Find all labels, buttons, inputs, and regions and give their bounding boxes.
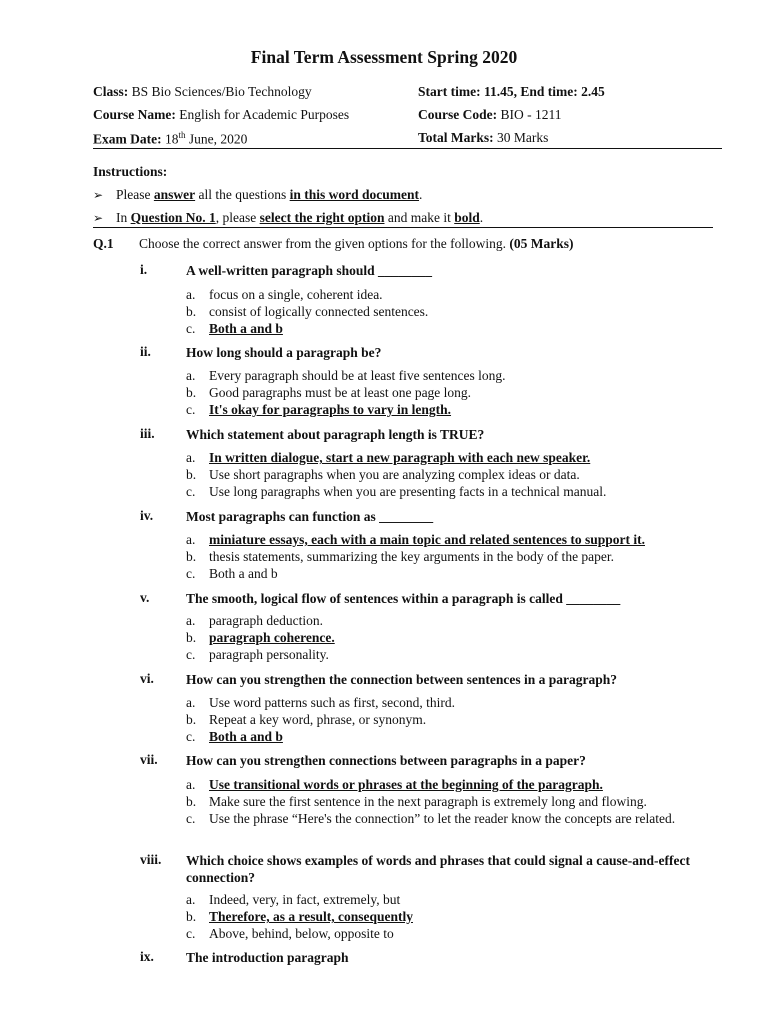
instructions-heading: Instructions: (93, 164, 168, 179)
option-iii-b[interactable]: b. Use short paragraphs when you are analyzing complex ideas or data. (186, 467, 580, 482)
instructions-divider (93, 227, 713, 228)
option-v-b[interactable]: b. paragraph coherence. (186, 629, 726, 646)
option-i-b[interactable]: b. consist of logically connected sentences. (186, 304, 429, 319)
course-code-label: Course Code: (418, 107, 498, 122)
instruction-line-2: ➢ In Question No. 1, please select the right option and make it bold. (93, 210, 484, 225)
option-v-a[interactable]: a. paragraph deduction. (186, 613, 323, 628)
meta-row-course (93, 107, 723, 125)
q1-marks: (05 Marks) (509, 236, 574, 251)
options-vi (186, 694, 726, 745)
header-divider (93, 148, 722, 149)
instruction-line-1: ➢ Please answer all the questions in this word document. (93, 187, 423, 202)
options-vii (186, 776, 726, 844)
option-ii-b[interactable]: b. Good paragraphs must be at least one page long. (186, 385, 472, 400)
class-label: Class: (93, 84, 129, 99)
option-i-c[interactable]: c. Both a and b (186, 320, 726, 337)
class-value: BS Bio Sciences/Bio Technology (131, 84, 312, 99)
exam-date-day: 18 (164, 131, 179, 147)
option-v-c[interactable]: c. paragraph personality. (186, 647, 329, 662)
meta-row-date (93, 130, 723, 148)
page-title: Final Term Assessment Spring 2020 (250, 47, 518, 67)
arrow-bullet-icon: ➢ (93, 188, 104, 202)
option-iv-c[interactable]: c. Both a and b (186, 566, 278, 581)
option-vi-c[interactable]: c. Both a and b (186, 728, 726, 745)
course-code-value: BIO - 1211 (500, 107, 562, 122)
option-iv-b[interactable]: b. thesis statements, summarizing the key arguments in the body of the paper. (186, 549, 615, 564)
option-vii-a[interactable]: a. Use transitional words or phrases at the beginning of the paragraph. (186, 776, 726, 793)
option-vi-b[interactable]: b. Repeat a key word, phrase, or synonym. (186, 712, 427, 727)
exam-date-label: Exam Date: (93, 131, 162, 147)
option-ii-a[interactable]: a. Every paragraph should be at least five sentences long. (186, 368, 506, 383)
option-viii-b[interactable]: b. Therefore, as a result, consequently (186, 908, 726, 925)
course-name-label: Course Name: (93, 107, 176, 122)
options-viii (186, 891, 726, 942)
options-i (186, 286, 726, 337)
option-iii-a[interactable]: a. In written dialogue, start a new paragraph with each new speaker. (186, 449, 726, 466)
selected-answer: In written dialogue, start a new paragraph with each new speaker. (209, 450, 591, 465)
total-marks-label: Total Marks: (418, 130, 494, 145)
options-v (186, 612, 726, 663)
option-iv-a[interactable]: a. miniature essays, each with a main topic and related sentences to support it. (186, 531, 726, 548)
selected-answer: Use transitional words or phrases at the beginning of the paragraph. (209, 777, 603, 792)
q1-text: Choose the correct answer from the given options for the following. (139, 236, 507, 251)
option-ii-c[interactable]: c. It's okay for paragraphs to vary in length. (186, 401, 726, 418)
options-iii (186, 449, 726, 500)
option-viii-a[interactable]: a. Indeed, very, in fact, extremely, but (186, 892, 401, 907)
total-marks-value: 30 Marks (497, 130, 549, 145)
exam-date-suffix: th (178, 130, 186, 140)
arrow-bullet-icon: ➢ (93, 211, 104, 225)
option-viii-c[interactable]: c. Above, behind, below, opposite to (186, 926, 394, 941)
option-i-a[interactable]: a. focus on a single, coherent idea. (186, 287, 383, 302)
options-ii (186, 367, 726, 418)
selected-answer: Both a and b (209, 729, 283, 744)
selected-answer: It's okay for paragraphs to vary in length. (209, 402, 452, 417)
option-vi-a[interactable]: a. Use word patterns such as first, second, third. (186, 695, 455, 710)
selected-answer: paragraph coherence. (209, 630, 335, 645)
time-info: Start time: 11.45, End time: 2.45 (418, 84, 605, 99)
selected-answer: Therefore, as a result, consequently (209, 909, 413, 924)
q1-number: Q.1 (93, 236, 114, 251)
exam-date-rest: June, 2020 (188, 131, 248, 147)
course-name-value: English for Academic Purposes (179, 107, 350, 122)
exam-page: Final Term Assessment Spring 2020 Class: BS Bio Sciences/Bio Technology Start time: 11.45, End time: 2.45 Course Name: English for Academic Purposes Course Code: BIO - 1211 Exam Date: 18th June, 2020 Total Marks: 30 Marks Instructions: ➢ Please answer all the questions in this word document. ➢ In Question No. 1, please select the right option and make it bold. Q.1 Choose the correct answer from the given options for the following. (05 Marks) i. A well-written paragraph should ________ a. focus on a single, coherent idea. b. consist of logically connected sentences. c. Both a and b ii. How long should a paragraph be? a. Every paragraph should be at least five sentences long. b. Good paragraphs must be at least one page long. c. It's okay for paragraphs to vary in length. iii. Which statement about paragraph length is TRUE? a. In written dialogue, start a new paragraph with each new speaker. b. Use short paragraphs when you are analyzing complex ideas or data. c. Use long paragraphs when you are presenting facts in a technical manual. iv. Most paragraphs can function as ________ a. miniature essays, each with a main topic and related sentences to support it. b. thesis statements, summarizing the key arguments in the body of the paper. c. Both a and b v. The smooth, logical flow of sentences within a paragraph is called ________ a. paragraph deduction. b. paragraph coherence. c. paragraph personality. vi. How can you strengthen the connection between sentences in a paragraph? a. Use word patterns such as first, second, third. b. Repeat a key word, phrase, or synonym. c. Both a and b vii. How can you strengthen connections between paragraphs in a paper? a. Use transitional words or phrases at the beginning of the paragraph. b. Make sure the first sentence in the next paragraph is extremely long and flowing. c. Use the phrase “Here's the connection” to let the reader know the concepts are related. viii. Which choice shows examples of words and phrases that could signal a cause-and-effect connection? a. Indeed, very, in fact, extremely, but b. Therefore, as a result, consequently c. Above, behind, below, opposite to ix. The introduction paragraph (0, 0, 768, 1024)
option-vii-b[interactable]: b. Make sure the first sentence in the next paragraph is extremely long and flowing. (186, 794, 647, 809)
options-iv (186, 531, 726, 582)
selected-answer: miniature essays, each with a main topic and related sentences to support it. (209, 532, 645, 547)
option-vii-c[interactable]: c. Use the phrase “Here's the connection” to let the reader know the concepts are related. (186, 811, 676, 826)
selected-answer: Both a and b (209, 321, 283, 336)
option-iii-c[interactable]: c. Use long paragraphs when you are presenting facts in a technical manual. (186, 484, 607, 499)
meta-row-class (93, 84, 723, 102)
